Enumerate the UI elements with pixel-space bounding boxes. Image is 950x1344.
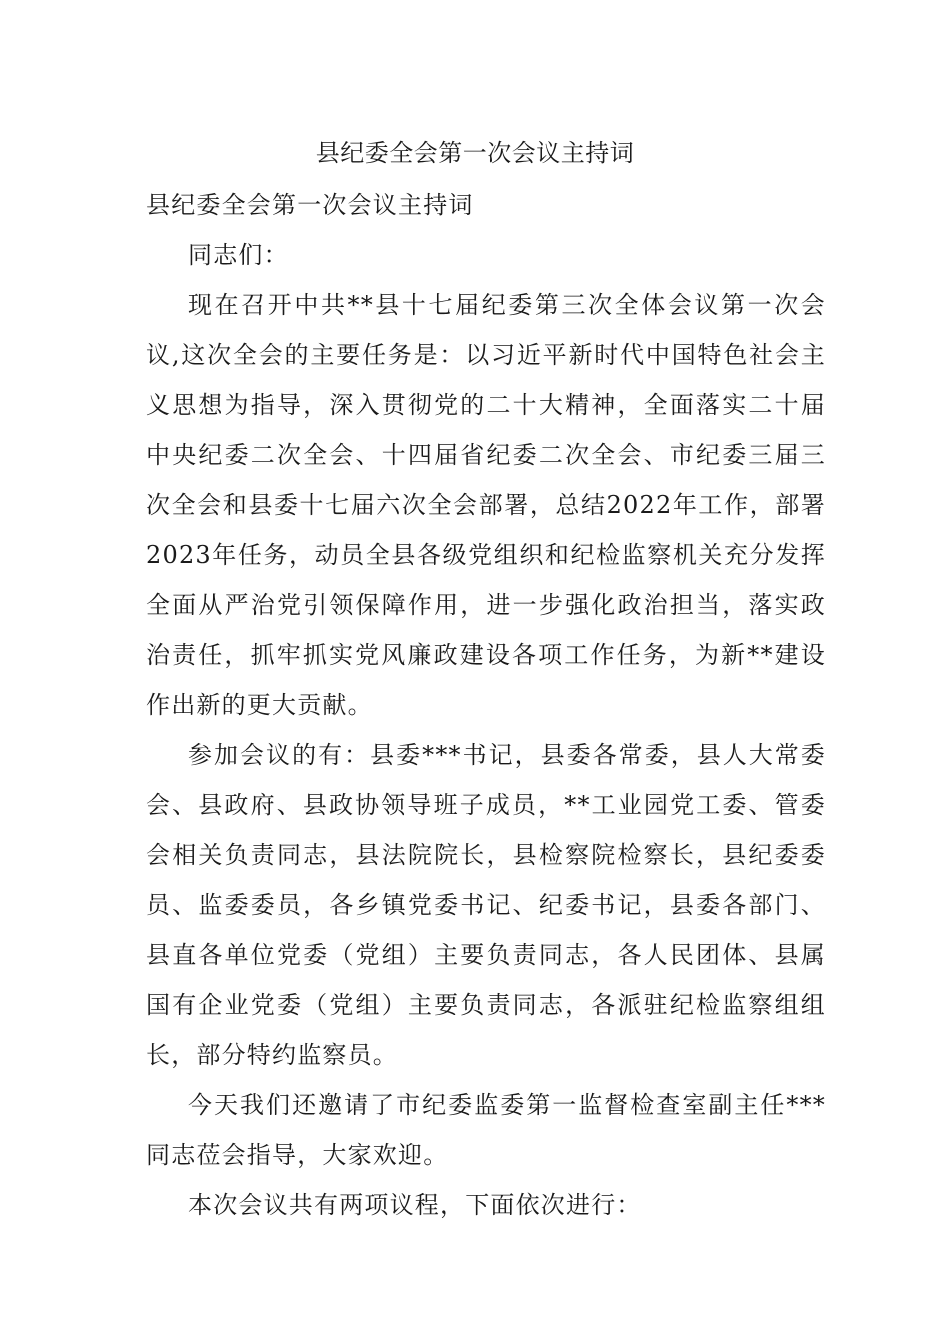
paragraph-agenda: 本次会议共有两项议程，下面依次进行： xyxy=(188,1191,642,1219)
paragraph-attendees: 参加会议的有：县委***书记，县委各常委，县人大常委会、县政府、县政协领导班子成员，**工业园党工委、管委会相关负责同志，县法院院长，县检察院检察长，县纪委委员、监委委员，各乡镇党委书记、纪委书记，县委各部门、县直各单位党委（党组）主要负责同志，各人民团体、县属国有企业党委（党组）主要负责同志，各派驻纪检监察组组长，部分特约监察员。 xyxy=(146,741,826,1069)
paragraph-guest: 今天我们还邀请了市纪委监委第一监督检查室副主任***同志莅会指导，大家欢迎。 xyxy=(146,1091,826,1169)
greeting: 同志们： xyxy=(188,241,289,269)
document-body xyxy=(146,180,826,1230)
document-title: 县纪委全会第一次会议主持词 xyxy=(315,139,635,167)
paragraph-opening: 现在召开中共**县十七届纪委第三次全体会议第一次会议,这次全会的主要任务是：以习近平新时代中国特色社会主义思想为指导，深入贯彻党的二十大精神，全面落实二十届中央纪委二次全会、十四届省纪委二次全会、市纪委三届三次全会和县委十七届六次全会部署，总结2022年工作，部署2023年任务，动员全县各级党组织和纪检监察机关充分发挥全面从严治党引领保障作用，进一步强化政治担当，落实政治责任，抓牢抓实党风廉政建设各项工作任务，为新**建设作出新的更大贡献。 xyxy=(146,291,826,719)
document-subtitle: 县纪委全会第一次会议主持词 xyxy=(146,191,474,219)
